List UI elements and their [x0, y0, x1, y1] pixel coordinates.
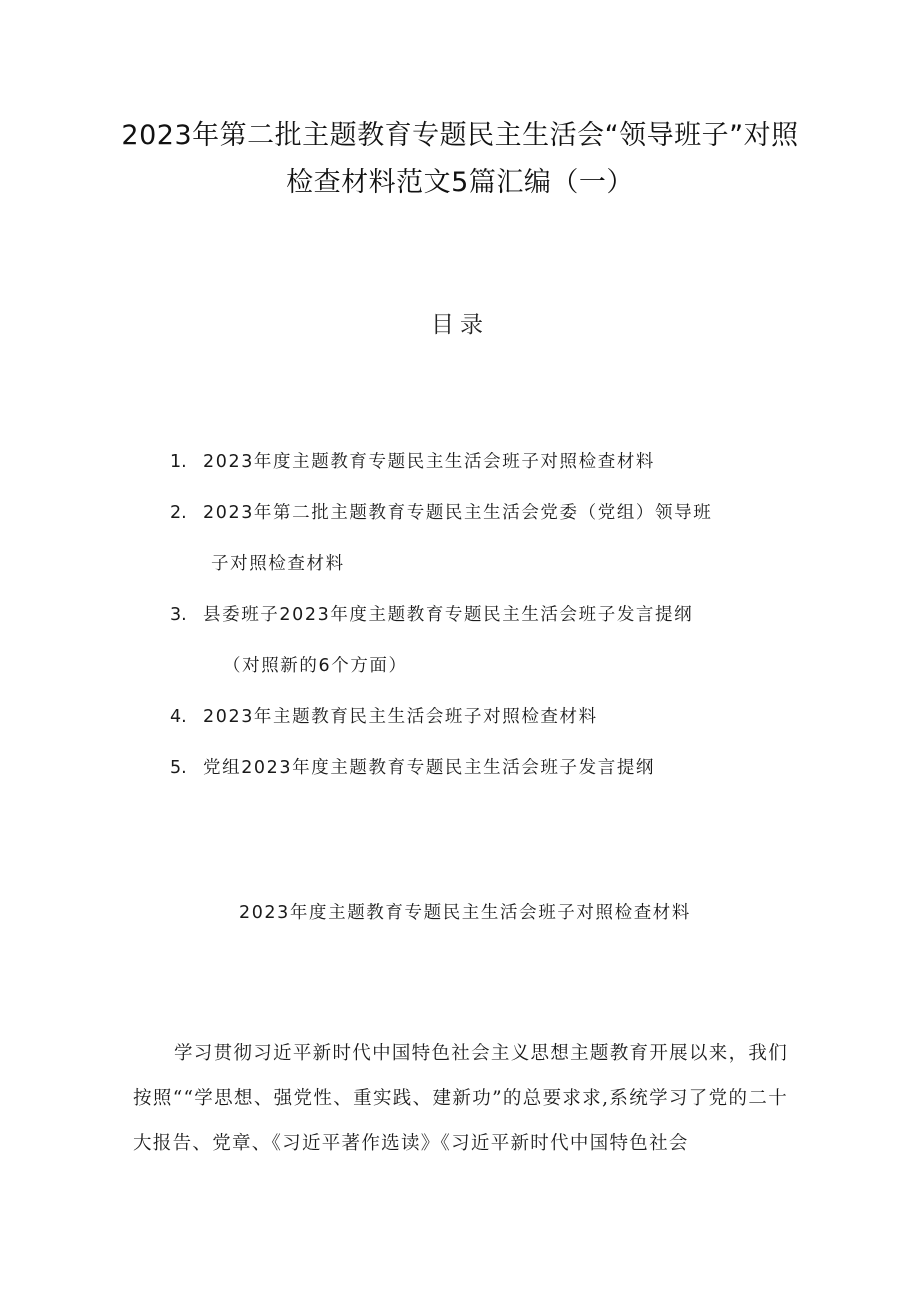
toc-item	[170, 501, 712, 577]
toc-item-text: 党组2023年度主题教育专题民主生活会班子发言提纲	[203, 758, 656, 778]
toc-item	[170, 450, 655, 475]
toc-item-text: 2023年度主题教育专题民主生活会班子对照检查材料	[203, 452, 656, 472]
toc-item	[170, 756, 655, 781]
toc-item	[170, 603, 693, 679]
toc-item-number: 5.	[170, 758, 187, 778]
toc-item-text: 县委班子2023年度主题教育专题民主生活会班子发言提纲	[203, 605, 694, 625]
body-paragraph: 学习贯彻习近平新时代中国特色社会主义思想主题教育开展以来，我们按照““学思想、强党性、重实践、建新功”的总要求求,系统学习了党的二十大报告、党章、《习近平著作选读》《习近平新时代中国特色社会	[133, 1043, 788, 1154]
toc-item-number: 4.	[170, 707, 187, 727]
document-title: 2023年第二批主题教育专题民主生活会“领导班子”对照检查材料范文5篇汇编（一）	[121, 120, 799, 198]
toc-item	[170, 705, 598, 730]
toc-item-number: 3.	[170, 605, 187, 625]
toc-item-text: 2023年第二批主题教育专题民主生活会党委（党组）领导班	[203, 503, 713, 523]
toc-item-text: 2023年主题教育民主生活会班子对照检查材料	[203, 707, 598, 727]
toc-item-number: 2.	[170, 503, 187, 523]
toc-item-number: 1.	[170, 452, 187, 472]
toc-item-text-continued: 子对照检查材料	[211, 554, 345, 574]
toc-item-text-continued: （对照新的6个方面）	[223, 656, 408, 676]
toc-heading: 目录	[431, 312, 489, 338]
section-title: 2023年度主题教育专题民主生活会班子对照检查材料	[238, 903, 692, 923]
